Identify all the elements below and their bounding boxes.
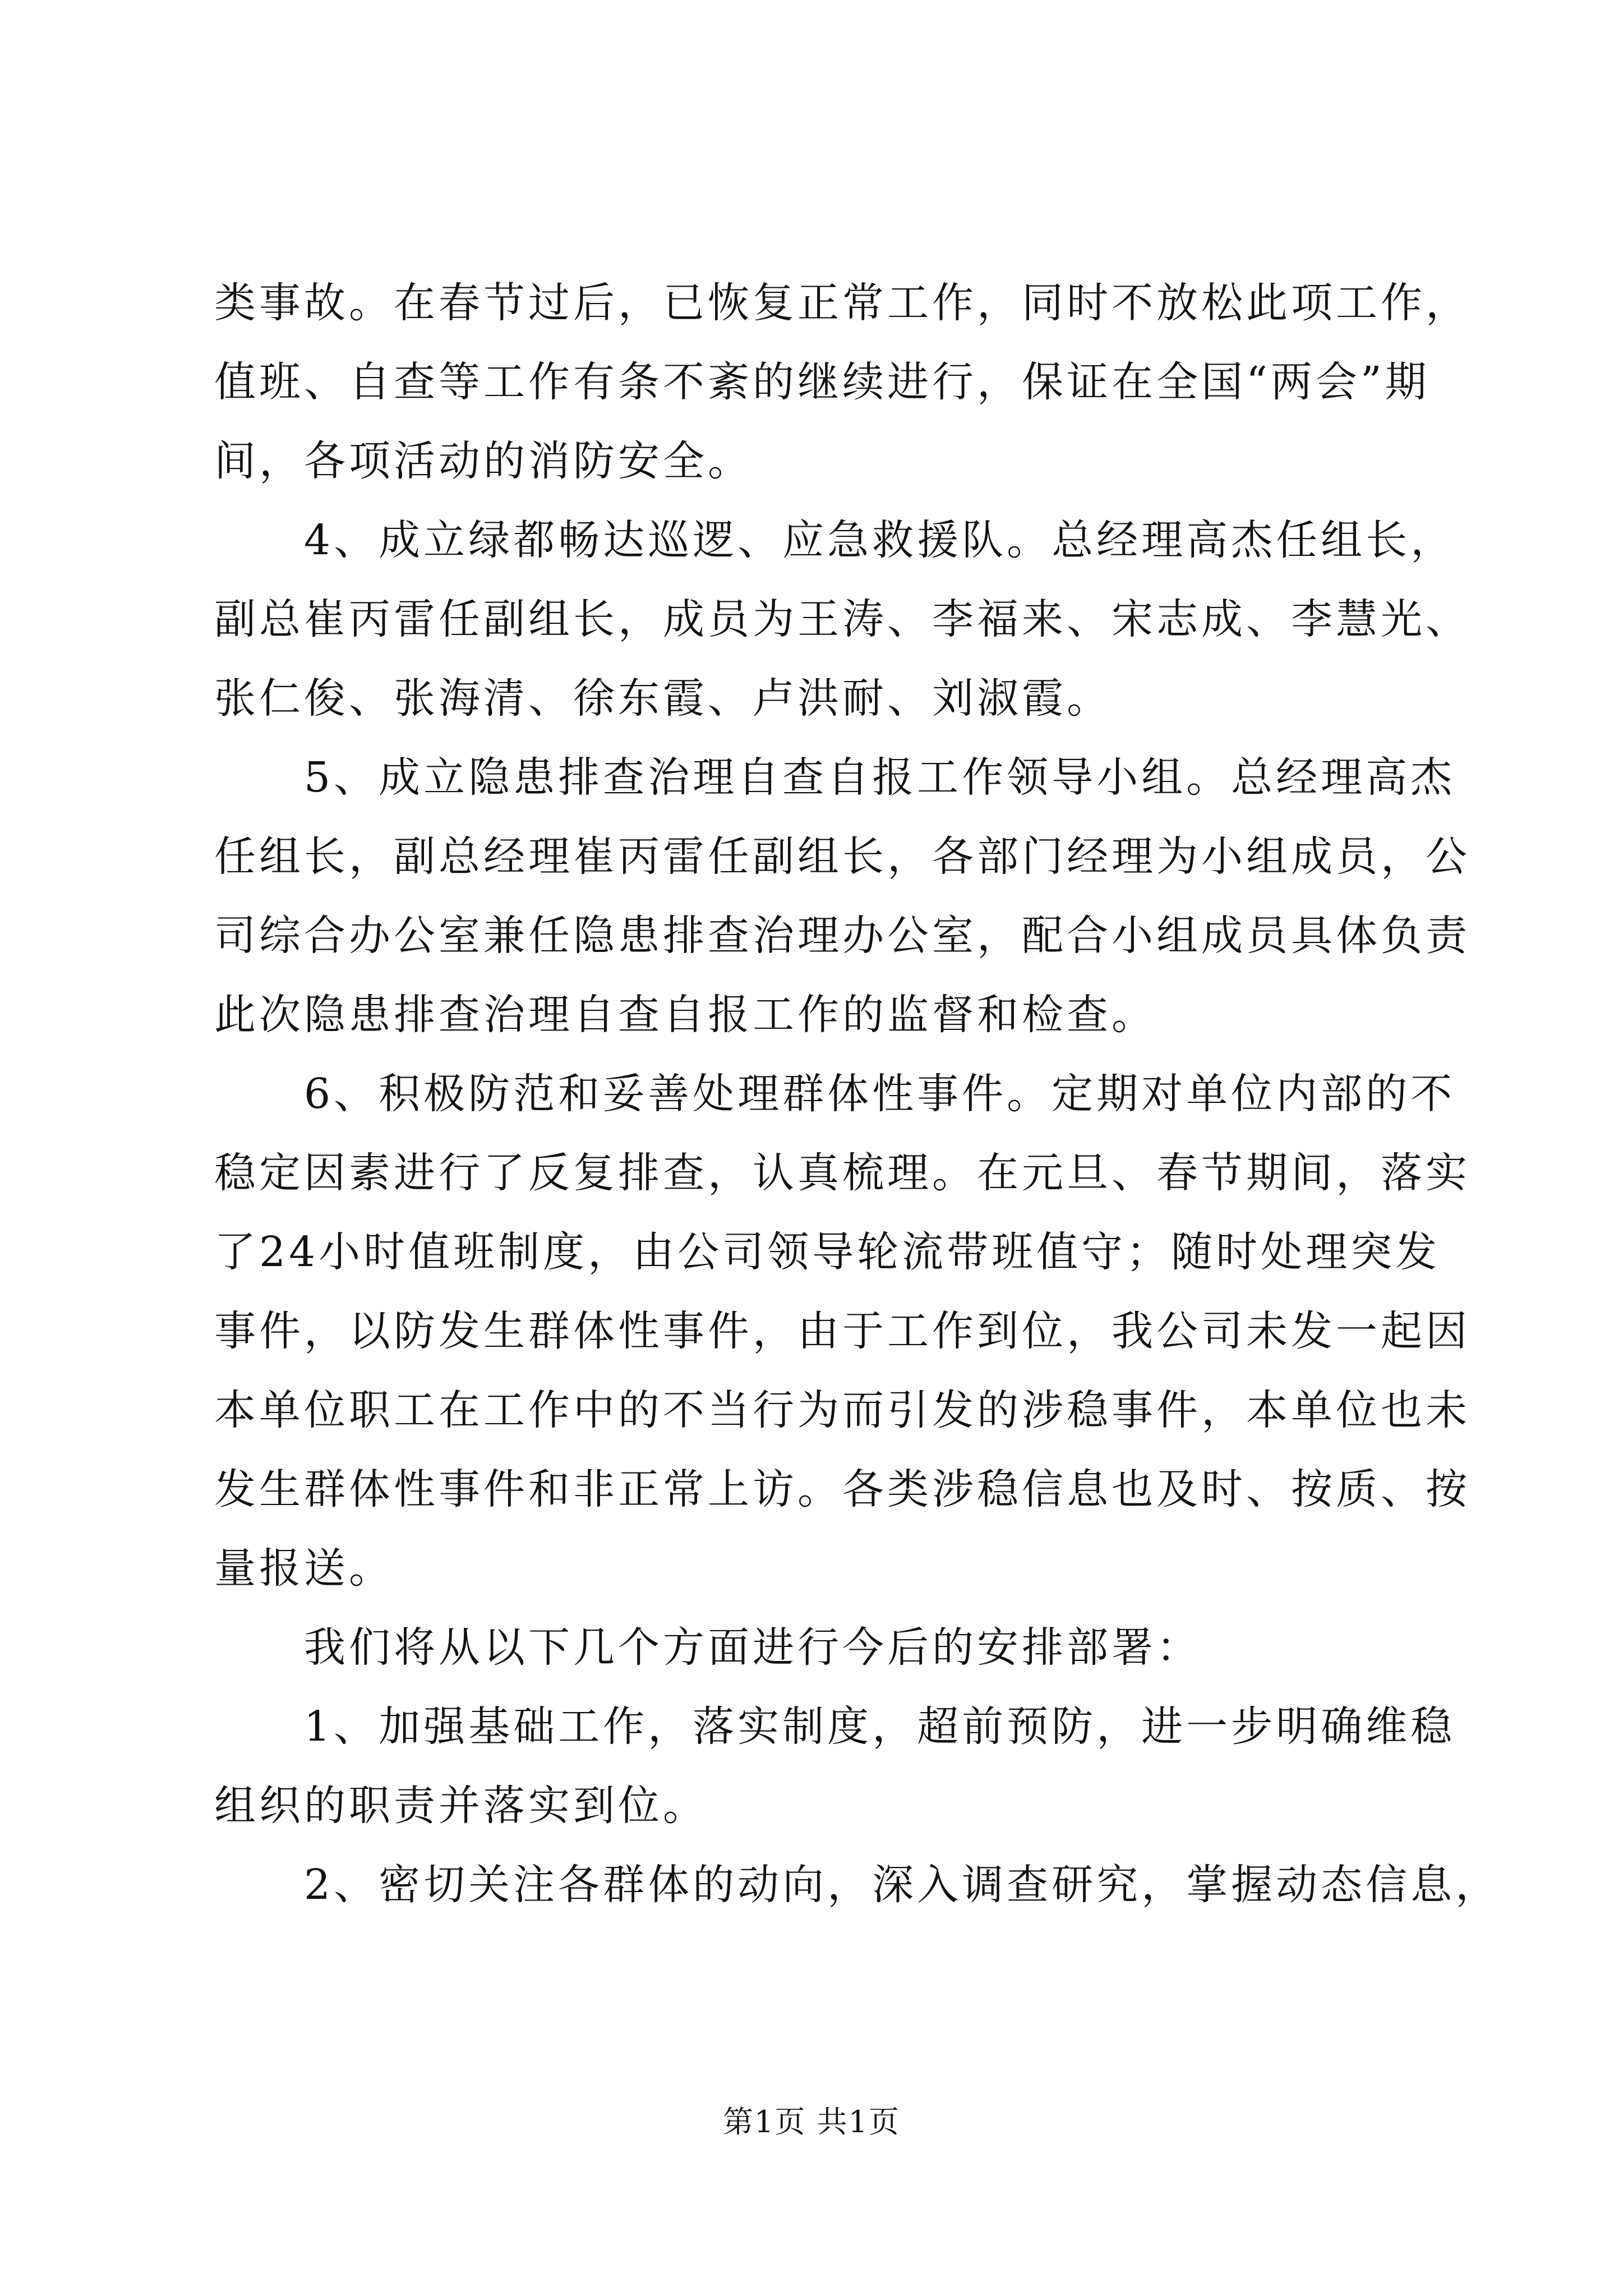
text-line: 1、加强基础工作，落实制度，超前预防，进一步明确维稳 [214,1703,1456,1751]
text-line: 类事故。在春节过后，已恢复正常工作，同时不放松此项工作， [214,279,1470,327]
text-line: 副总崔丙雷任副组长，成员为王涛、李福来、宋志成、李慧光、 [214,595,1470,643]
text-line: 事件，以防发生群体性事件，由于工作到位，我公司未发一起因 [214,1307,1470,1355]
text-line: 司综合办公室兼任隐患排查治理办公室，配合小组成员具体负责 [214,912,1470,960]
document-body [214,264,1501,1925]
text-line: 值班、自查等工作有条不紊的继续进行，保证在全国“两会”期 [214,358,1430,406]
text-line: 此次隐患排查治理自查自报工作的监督和检查。 [214,991,1156,1039]
text-line: 张仁俊、张海清、徐东霞、卢洪耐、刘淑霞。 [214,674,1112,723]
text-line: 组织的职责并落实到位。 [214,1782,708,1830]
text-line: 间，各项活动的消防安全。 [214,437,753,485]
text-line: 5、成立隐患排查治理自查自报工作领导小组。总经理高杰 [214,753,1456,802]
text-line: 发生群体性事件和非正常上访。各类涉稳信息也及时、按质、按 [214,1465,1470,1513]
text-line: 4、成立绿都畅达巡逻、应急救援队。总经理高杰任组长， [214,516,1456,564]
text-line: 了24小时值班制度，由公司领导轮流带班值守；随时处理突发 [214,1228,1441,1276]
text-line: 稳定因素进行了反复排查，认真梳理。在元旦、春节期间，落实 [214,1149,1470,1197]
page-footer: 第1页 共1页 [723,2104,900,2139]
text-line: 量报送。 [214,1544,394,1593]
text-line: 2、密切关注各群体的动向，深入调查研究，掌握动态信息， [214,1861,1501,1909]
text-line: 6、积极防范和妥善处理群体性事件。定期对单位内部的不 [214,1070,1456,1118]
text-line: 任组长，副总经理崔丙雷任副组长，各部门经理为小组成员，公 [214,832,1470,881]
text-line: 我们将从以下几个方面进行今后的安排部署： [214,1623,1201,1672]
text-line: 本单位职工在工作中的不当行为而引发的涉稳事件，本单位也未 [214,1386,1470,1434]
